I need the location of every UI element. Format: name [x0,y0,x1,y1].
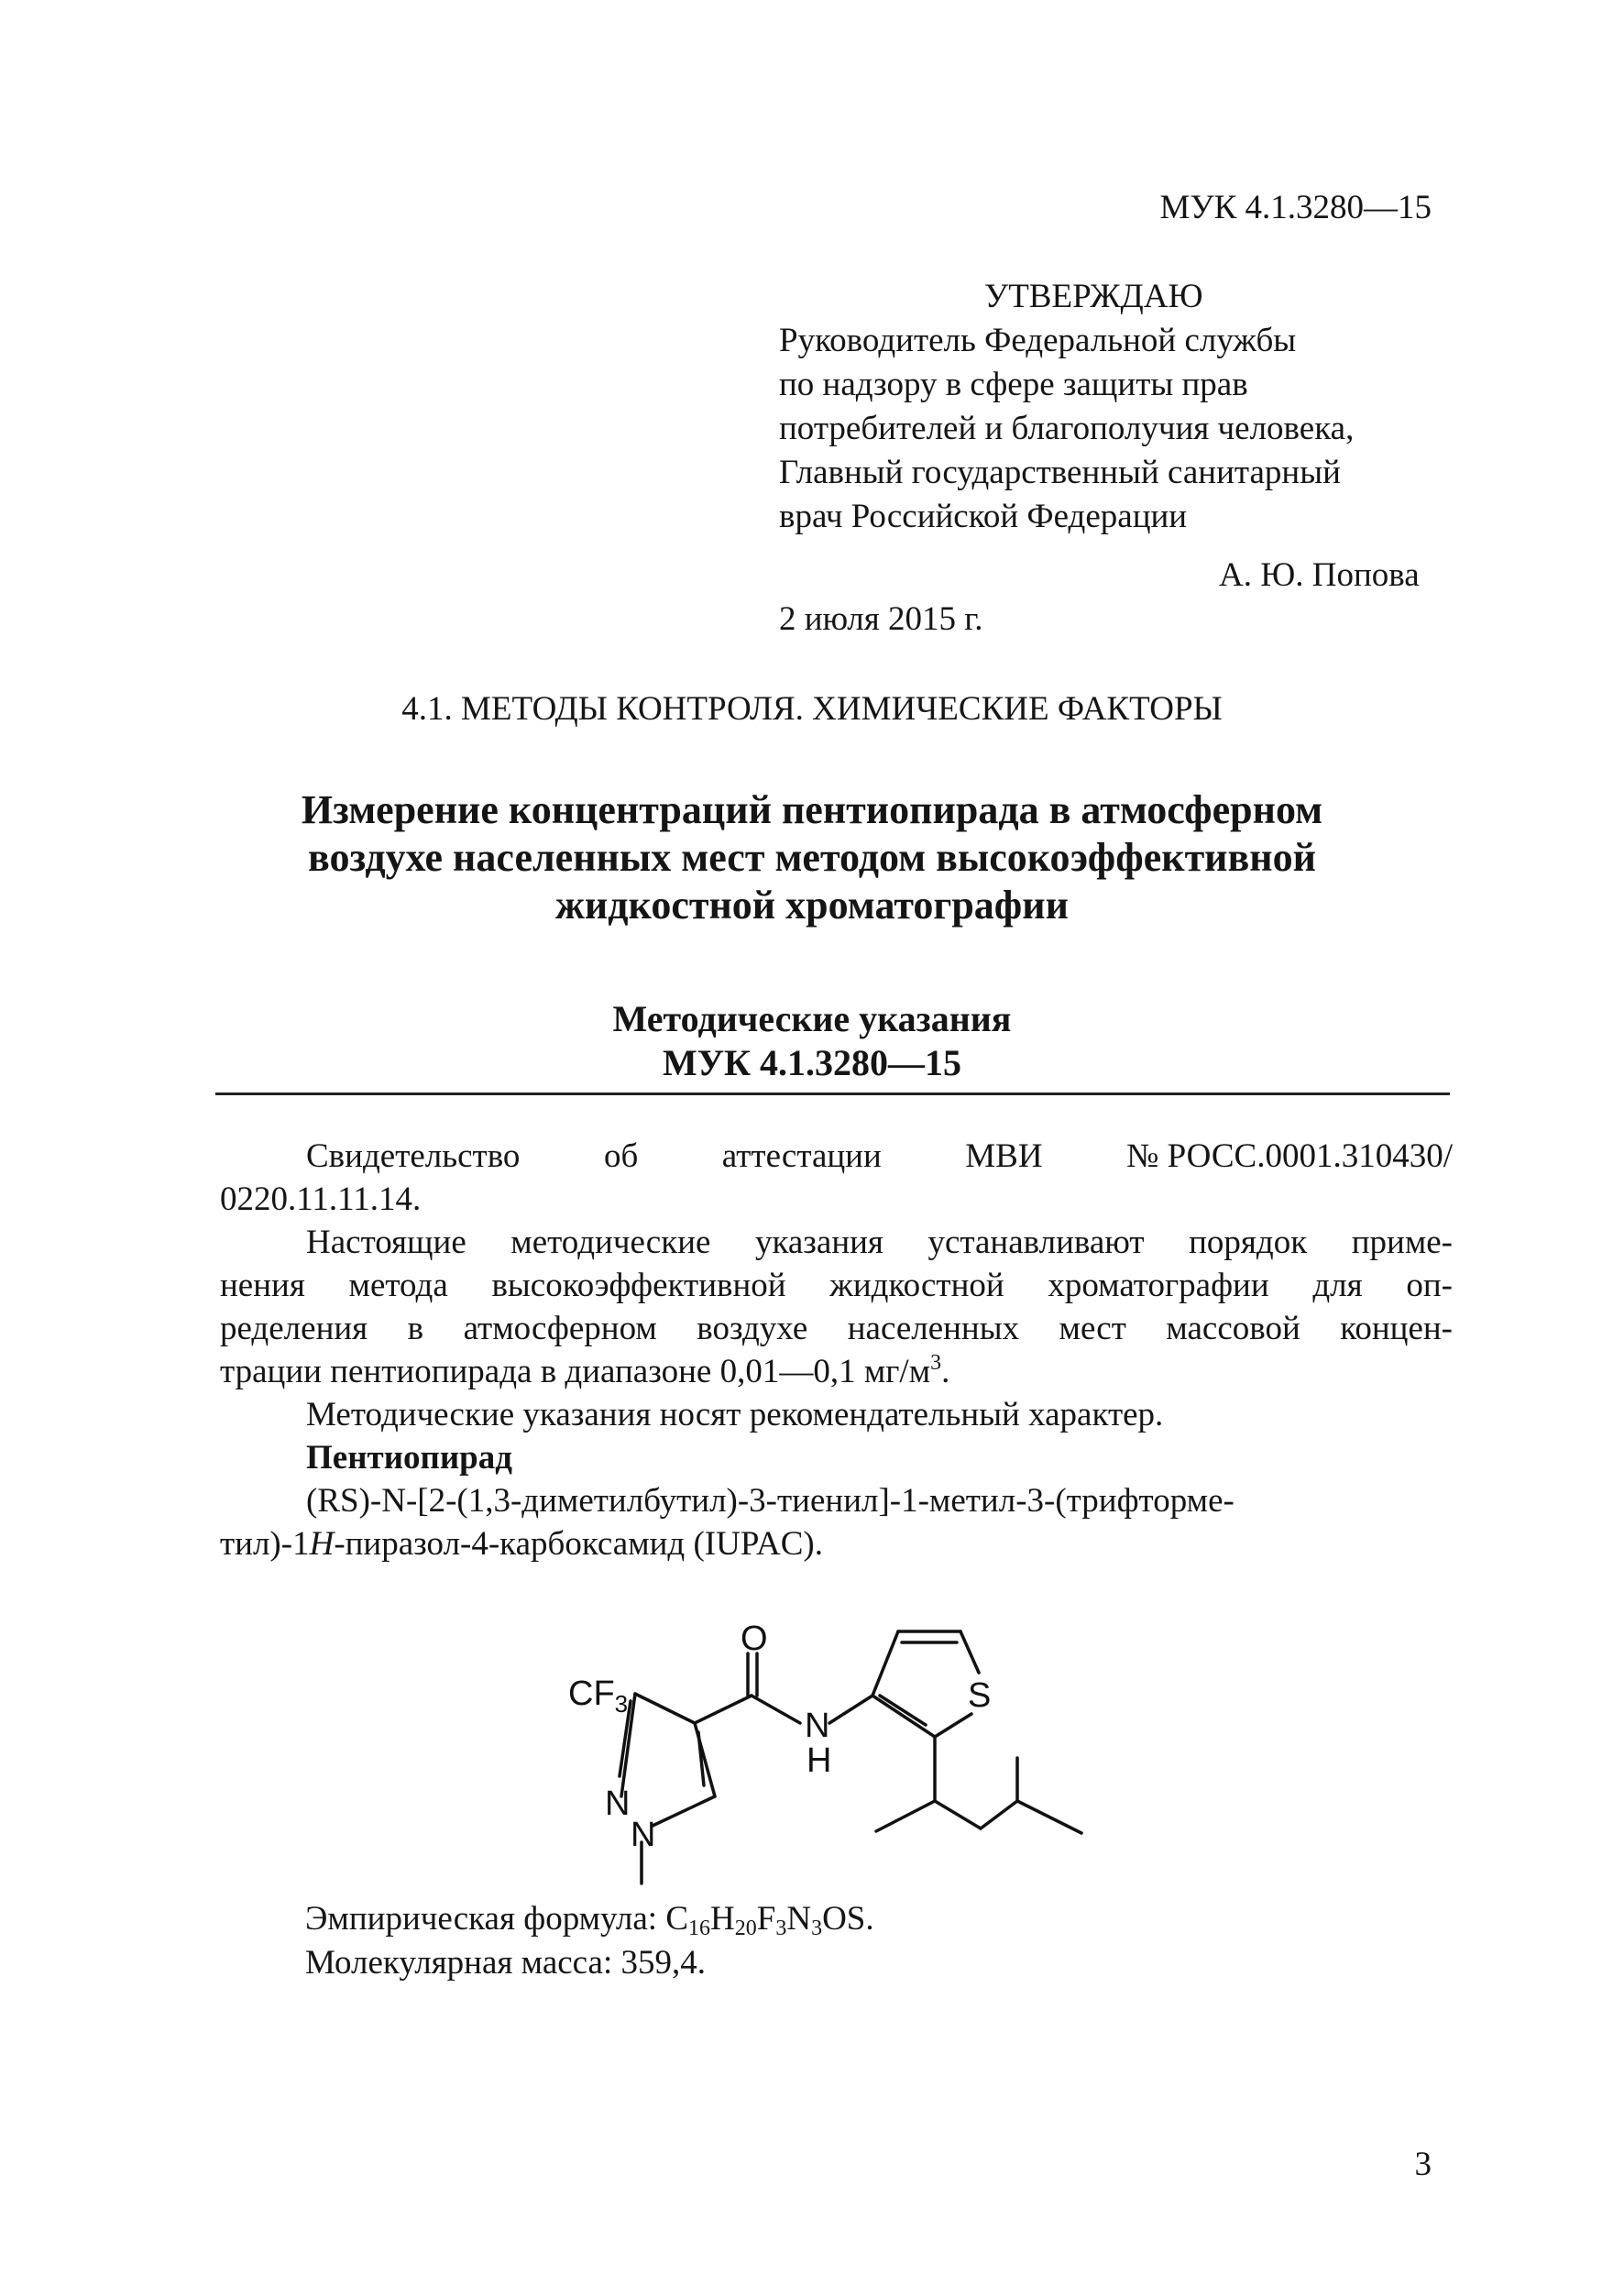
bond-line [752,1696,800,1723]
bond-line [981,1801,1017,1828]
certificate-paragraph [220,1135,1453,1221]
amide-n-label: N [805,1707,830,1745]
title-line: воздухе населенных мест методом высокоэффективной [308,835,1316,880]
nitrogen-label: N [605,1784,631,1823]
iupac-name [220,1479,1453,1565]
bond-line [635,1694,695,1723]
section-heading: 4.1. МЕТОДЫ КОНТРОЛЯ. ХИМИЧЕСКИЕ ФАКТОРЫ [401,690,1223,728]
nitrogen-label: N [631,1816,656,1854]
bond-line [653,1796,715,1826]
oxygen-label: O [741,1622,768,1658]
subtitle-line: МУК 4.1.3280—15 [662,1042,962,1083]
approval-line: Руководитель Федеральной службы [779,322,1297,359]
document-subtitle [0,997,1624,1085]
bond-line [935,1801,981,1828]
intro-paragraph [220,1221,1453,1393]
intro-line: Настоящие методические указания устанавливают порядок приме- [306,1224,1453,1261]
bond-line [876,1801,935,1831]
bond-line [829,1696,872,1723]
certificate-word: аттестации [721,1137,882,1175]
document-title [0,786,1624,929]
sulfur-label: S [968,1676,992,1715]
approval-title: УТВЕРЖДАЮ [984,278,1203,315]
intro-line: трации пентиопирада в диапазоне 0,01—0,1 $мг/м^3$. [220,1351,950,1390]
bond-line [872,1631,898,1696]
cf3-label: $CF_3$ [568,1675,629,1718]
bond-line [1017,1801,1081,1833]
approval-line: Главный государственный санитарный [779,454,1341,491]
structural-formula [550,1622,1100,1888]
title-line: Измерение концентраций пентиопирада в атмосферном [301,787,1323,832]
subtitle-line: Методические указания [612,998,1012,1039]
bond-line [960,1631,979,1673]
signatory-name: А. Ю. Попова [1219,556,1420,594]
certificate-word: об [603,1137,639,1175]
horizontal-rule [215,1093,1450,1095]
intro-line: ределения в атмосферном воздухе населенных мест массовой концен- [220,1310,1453,1347]
approval-line: потребителей и благополучия человека, [779,410,1355,447]
note-paragraph: Методические указания носят рекомендательный характер. [306,1396,1164,1433]
certificate-word: № РОСС.0001.310430/ [1126,1137,1453,1175]
document-code: МУК 4.1.3280—15 [1159,189,1432,226]
bond-line [695,1696,752,1723]
intro-line: нения метода высокоэффективной жидкостной хроматографии для оп- [220,1267,1453,1304]
approval-line: по надзору в сфере защиты прав [779,366,1248,403]
approval-line: врач Российской Федерации [779,498,1188,535]
page-number: 3 [1414,2146,1432,2183]
amide-h-label: H [807,1741,832,1780]
title-line: жидкостной хроматографии [555,883,1069,928]
iupac-line: (RS)-N-[2-(1,3-диметилбутил)-3-тиенил]-1-метил-3-(трифторме- [306,1482,1234,1520]
approval-date: 2 июля 2015 г. [779,600,983,638]
certificate-word: МВИ [965,1137,1043,1175]
certificate-word: Свидетельство [306,1137,521,1175]
molecular-mass: Молекулярная масса: 359,4. [305,1944,707,1982]
empirical-formula: Эмпирическая формула: $C_{16}H_{20}F_3N_3OS$. [305,1900,874,1940]
certificate-line [220,1135,1453,1178]
iupac-line: тил)-1H-пиразол-4-карбоксамид (IUPAC). [220,1525,823,1563]
bond-line [872,1696,935,1737]
bond-line [880,1696,926,1725]
certificate-line: 0220.11.11.14. [220,1180,422,1218]
bond-line [935,1714,971,1737]
substance-name: Пентиопирад [306,1439,512,1477]
